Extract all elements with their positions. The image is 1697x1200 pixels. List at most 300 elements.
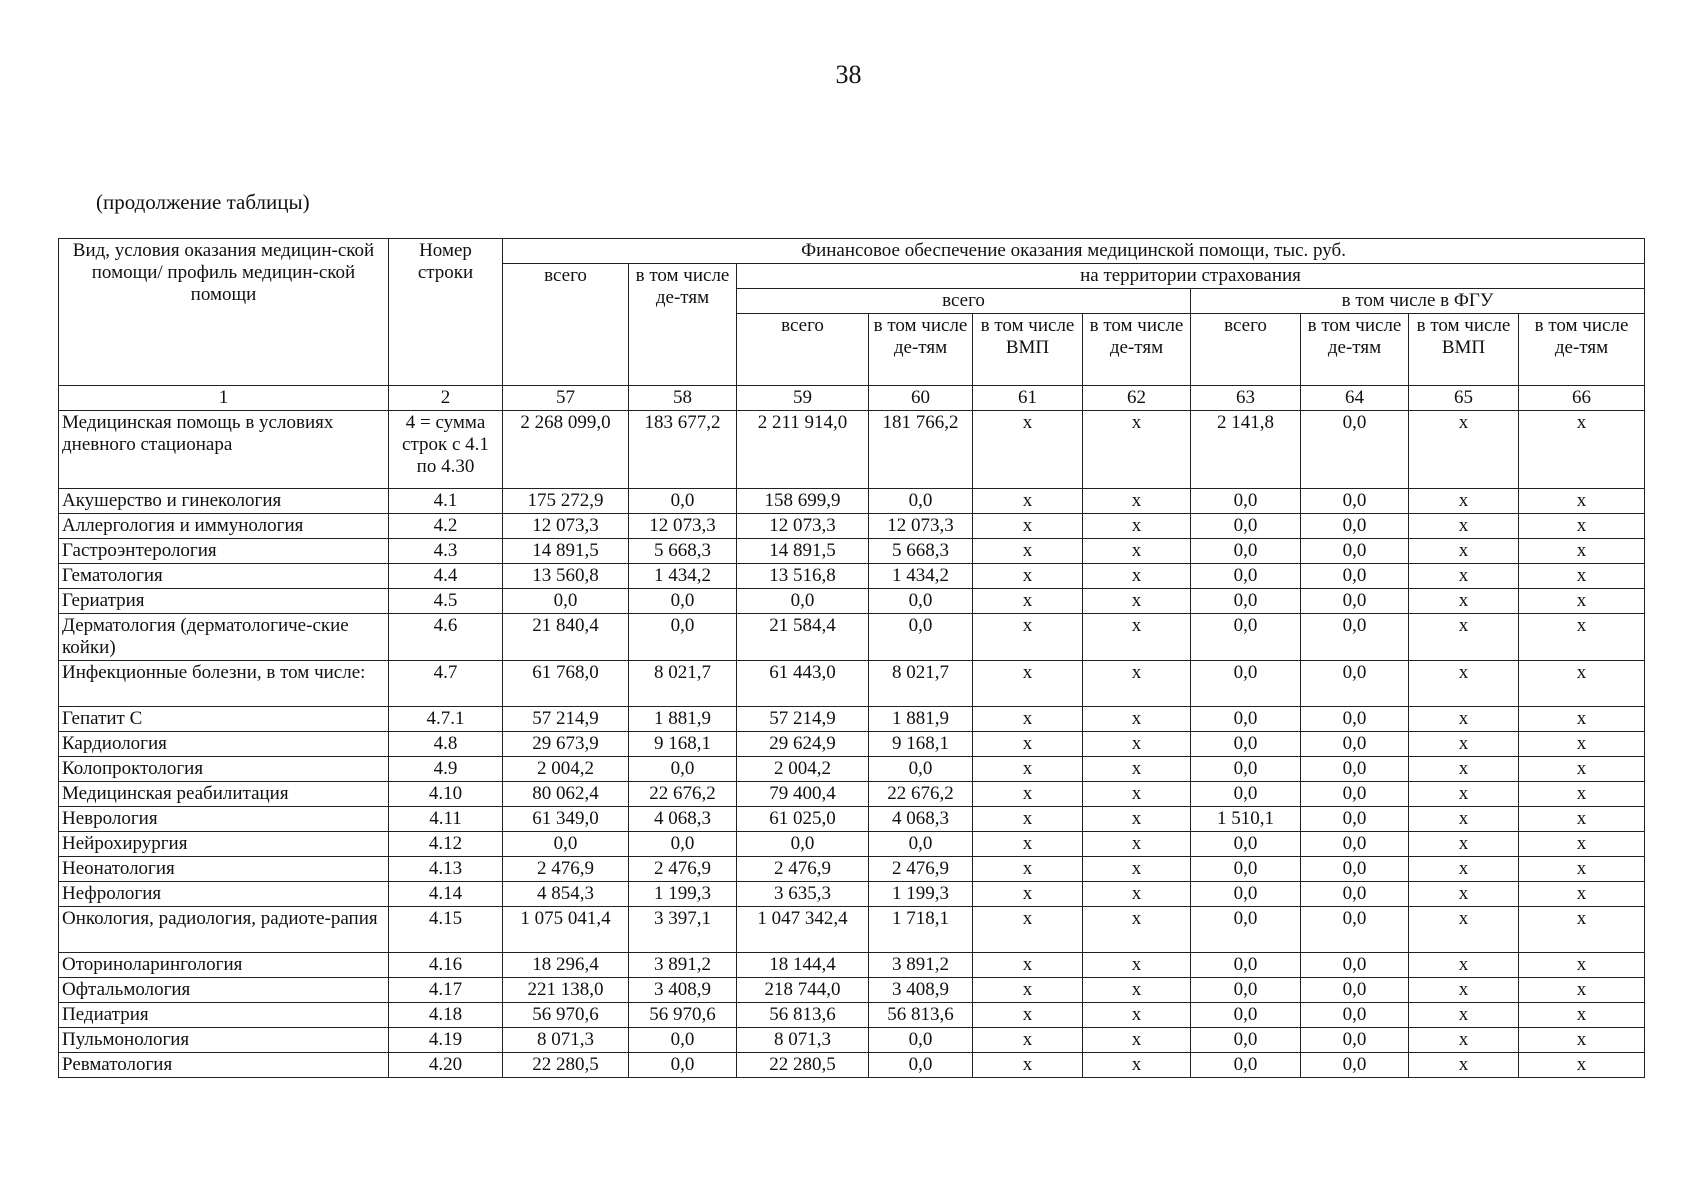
row-value: x [1519,661,1645,707]
row-value: x [1519,907,1645,953]
row-value: 0,0 [1191,882,1301,907]
row-value: 3 891,2 [869,953,973,978]
row-value: 29 624,9 [737,732,869,757]
row-value: 2 004,2 [737,757,869,782]
row-value: 1 881,9 [869,707,973,732]
row-value: 0,0 [1191,832,1301,857]
row-value: x [1519,707,1645,732]
row-value: 0,0 [1301,1028,1409,1053]
row-value: 0,0 [1191,489,1301,514]
row-value: x [1409,707,1519,732]
row-value: 61 443,0 [737,661,869,707]
row-value: 1 199,3 [869,882,973,907]
header-row-number: Номер строки [389,239,503,386]
row-name: Гепатит С [59,707,389,732]
row-value: x [973,953,1083,978]
row-value: 13 560,8 [503,564,629,589]
row-value: 0,0 [1301,782,1409,807]
row-value: x [1083,857,1191,882]
row-value: 0,0 [1301,539,1409,564]
row-value: x [1083,1003,1191,1028]
row-value: 0,0 [1301,411,1409,489]
row-value: 22 280,5 [737,1053,869,1078]
column-number: 57 [503,386,629,411]
row-value: 221 138,0 [503,978,629,1003]
row-value: x [1409,514,1519,539]
row-name: Кардиология [59,732,389,757]
table-row [59,1053,1645,1078]
table-row [59,882,1645,907]
row-value: 4 068,3 [629,807,737,832]
row-value: 8 071,3 [503,1028,629,1053]
row-value: 56 813,6 [737,1003,869,1028]
row-value: 1 510,1 [1191,807,1301,832]
column-number: 58 [629,386,737,411]
row-value: 0,0 [1301,514,1409,539]
row-value: 175 272,9 [503,489,629,514]
table-row [59,978,1645,1003]
row-value: 56 970,6 [629,1003,737,1028]
row-value: 0,0 [1191,707,1301,732]
row-value: 18 144,4 [737,953,869,978]
row-value: 2 476,9 [503,857,629,882]
row-value: x [1083,757,1191,782]
row-number: 4 = сумма строк с 4.1 по 4.30 [389,411,503,489]
row-value: 21 584,4 [737,614,869,661]
row-name: Гастроэнтерология [59,539,389,564]
column-number-row [59,386,1645,411]
row-value: 12 073,3 [869,514,973,539]
row-value: 1 075 041,4 [503,907,629,953]
row-value: x [1519,857,1645,882]
row-value: 0,0 [1301,907,1409,953]
table-body [59,411,1645,1078]
row-value: x [1519,539,1645,564]
table-row [59,1028,1645,1053]
row-value: x [1083,882,1191,907]
row-value: x [1083,614,1191,661]
row-value: 0,0 [1191,953,1301,978]
row-value: 12 073,3 [737,514,869,539]
row-value: x [973,707,1083,732]
row-value: x [1409,564,1519,589]
column-number: 66 [1519,386,1645,411]
row-value: 61 768,0 [503,661,629,707]
row-value: 0,0 [1191,978,1301,1003]
header-sub-children: в том числе де-тям [869,314,973,386]
row-value: 0,0 [1191,857,1301,882]
header-incl-children: в том числе де-тям [629,264,737,386]
table-row [59,1003,1645,1028]
row-value: 3 891,2 [629,953,737,978]
row-number: 4.4 [389,564,503,589]
row-value: 0,0 [1191,661,1301,707]
row-value: 0,0 [1191,514,1301,539]
row-name: Неонатология [59,857,389,882]
header-incl-fgu: в том числе в ФГУ [1191,289,1645,314]
row-value: x [1519,953,1645,978]
row-value: x [1409,782,1519,807]
table-row [59,907,1645,953]
row-value: 9 168,1 [869,732,973,757]
row-value: 0,0 [1301,857,1409,882]
row-value: 0,0 [1191,782,1301,807]
row-number: 4.11 [389,807,503,832]
row-value: 4 068,3 [869,807,973,832]
row-value: 0,0 [1301,661,1409,707]
table-row [59,857,1645,882]
row-value: x [1519,614,1645,661]
row-value: x [1519,1028,1645,1053]
row-name: Медицинская помощь в условиях дневного стационара [59,411,389,489]
row-number: 4.19 [389,1028,503,1053]
row-value: 5 668,3 [629,539,737,564]
row-value: 0,0 [1301,707,1409,732]
row-value: 1 199,3 [629,882,737,907]
column-number: 65 [1409,386,1519,411]
row-value: 14 891,5 [503,539,629,564]
row-value: 0,0 [503,589,629,614]
row-value: 0,0 [1301,832,1409,857]
row-value: 29 673,9 [503,732,629,757]
row-value: 2 141,8 [1191,411,1301,489]
row-value: x [1519,882,1645,907]
row-value: x [1409,807,1519,832]
row-number: 4.3 [389,539,503,564]
row-name: Акушерство и гинекология [59,489,389,514]
row-value: x [1409,832,1519,857]
row-value: 0,0 [1191,732,1301,757]
row-value: 0,0 [629,757,737,782]
row-value: x [1409,411,1519,489]
row-value: 0,0 [1301,953,1409,978]
table-row [59,757,1645,782]
row-value: x [1519,1003,1645,1028]
row-value: x [1409,1053,1519,1078]
row-value: 5 668,3 [869,539,973,564]
row-value: x [973,489,1083,514]
table-row [59,539,1645,564]
header-fgu-children: в том числе де-тям [1301,314,1409,386]
header-financing: Финансовое обеспечение оказания медицинской помощи, тыс. руб. [503,239,1645,264]
row-value: x [1083,661,1191,707]
row-value: 0,0 [1301,1003,1409,1028]
table-row [59,661,1645,707]
table-row [59,589,1645,614]
row-value: x [1083,514,1191,539]
row-value: 181 766,2 [869,411,973,489]
row-value: 1 047 342,4 [737,907,869,953]
row-value: 79 400,4 [737,782,869,807]
row-value: x [973,832,1083,857]
row-number: 4.10 [389,782,503,807]
row-value: 1 434,2 [869,564,973,589]
row-value: 1 434,2 [629,564,737,589]
row-value: 1 881,9 [629,707,737,732]
row-name: Ревматология [59,1053,389,1078]
row-value: 3 635,3 [737,882,869,907]
row-name: Педиатрия [59,1003,389,1028]
row-value: x [1409,953,1519,978]
row-number: 4.12 [389,832,503,857]
row-value: 18 296,4 [503,953,629,978]
row-value: x [973,411,1083,489]
row-value: 0,0 [1301,757,1409,782]
row-value: 2 004,2 [503,757,629,782]
row-value: x [1409,882,1519,907]
row-value: x [1409,614,1519,661]
row-value: 218 744,0 [737,978,869,1003]
row-value: x [973,1053,1083,1078]
row-value: x [973,564,1083,589]
row-value: x [973,907,1083,953]
row-value: x [1083,978,1191,1003]
row-value: 0,0 [737,832,869,857]
header-sub-vmp-children: в том числе де-тям [1083,314,1191,386]
row-name: Неврология [59,807,389,832]
row-value: x [1083,832,1191,857]
row-value: 14 891,5 [737,539,869,564]
financing-table [58,238,1645,1078]
row-number: 4.17 [389,978,503,1003]
row-value: 8 071,3 [737,1028,869,1053]
row-value: 1 718,1 [869,907,973,953]
row-value: x [1409,732,1519,757]
table-row [59,832,1645,857]
row-value: 183 677,2 [629,411,737,489]
row-number: 4.15 [389,907,503,953]
row-value: 0,0 [869,1028,973,1053]
row-value: 12 073,3 [503,514,629,539]
row-value: x [1083,1028,1191,1053]
row-value: x [1409,589,1519,614]
row-value: 9 168,1 [629,732,737,757]
table-row [59,953,1645,978]
row-value: x [1409,489,1519,514]
row-value: x [1083,732,1191,757]
row-value: x [1083,489,1191,514]
row-name: Пульмонология [59,1028,389,1053]
row-value: 0,0 [1191,589,1301,614]
table-row [59,732,1645,757]
row-value: 0,0 [629,489,737,514]
row-value: x [1519,757,1645,782]
row-value: x [973,661,1083,707]
row-value: 0,0 [629,832,737,857]
row-value: 158 699,9 [737,489,869,514]
row-value: 0,0 [1301,807,1409,832]
row-value: 80 062,4 [503,782,629,807]
row-value: x [973,757,1083,782]
row-value: x [1409,757,1519,782]
row-value: 0,0 [869,614,973,661]
row-value: 0,0 [869,489,973,514]
row-value: 0,0 [1301,1053,1409,1078]
header-type-of-care: Вид, условия оказания медицин-ской помощи/ профиль медицин-ской помощи [59,239,389,386]
row-name: Оториноларингология [59,953,389,978]
row-value: 22 676,2 [869,782,973,807]
row-value: 0,0 [1191,1053,1301,1078]
row-value: 21 840,4 [503,614,629,661]
row-number: 4.1 [389,489,503,514]
row-value: x [1083,782,1191,807]
row-value: x [1083,1053,1191,1078]
row-number: 4.7 [389,661,503,707]
row-value: x [973,978,1083,1003]
row-value: x [1409,857,1519,882]
column-number: 61 [973,386,1083,411]
column-number: 60 [869,386,973,411]
row-name: Аллергология и иммунология [59,514,389,539]
row-value: x [973,782,1083,807]
row-value: 0,0 [1301,614,1409,661]
row-value: x [973,882,1083,907]
row-value: 0,0 [737,589,869,614]
header-fgu-vmp: в том числе ВМП [1409,314,1519,386]
row-value: 0,0 [1301,564,1409,589]
row-value: 2 476,9 [869,857,973,882]
row-number: 4.20 [389,1053,503,1078]
column-number: 59 [737,386,869,411]
row-value: x [1409,661,1519,707]
row-value: 4 854,3 [503,882,629,907]
header-sub-vmp: в том числе ВМП [973,314,1083,386]
row-value: x [1519,978,1645,1003]
row-number: 4.14 [389,882,503,907]
row-number: 4.6 [389,614,503,661]
row-value: x [1519,411,1645,489]
row-value: x [1083,589,1191,614]
table-row [59,782,1645,807]
row-name: Нейрохирургия [59,832,389,857]
row-value: x [1519,589,1645,614]
row-value: 0,0 [1191,907,1301,953]
row-value: x [1083,953,1191,978]
row-value: x [1519,832,1645,857]
table-row [59,411,1645,489]
row-value: x [973,1003,1083,1028]
row-value: x [1083,564,1191,589]
row-value: 3 408,9 [629,978,737,1003]
row-value: x [1519,564,1645,589]
row-value: 0,0 [1191,539,1301,564]
row-value: 0,0 [629,1053,737,1078]
row-name: Дерматология (дерматологиче-ские койки) [59,614,389,661]
row-value: x [973,539,1083,564]
row-value: 57 214,9 [503,707,629,732]
row-value: 56 970,6 [503,1003,629,1028]
row-value: 8 021,7 [629,661,737,707]
row-value: 0,0 [1301,589,1409,614]
row-value: 0,0 [869,589,973,614]
row-value: 0,0 [1191,1003,1301,1028]
row-value: x [1409,539,1519,564]
row-value: x [1409,907,1519,953]
row-value: 0,0 [629,614,737,661]
row-value: x [1083,807,1191,832]
column-number: 64 [1301,386,1409,411]
row-value: 3 397,1 [629,907,737,953]
header-territory-total: всего [737,289,1191,314]
column-number: 62 [1083,386,1191,411]
table-row [59,614,1645,661]
row-name: Нефрология [59,882,389,907]
row-number: 4.9 [389,757,503,782]
row-name: Гематология [59,564,389,589]
page-number: 38 [835,60,862,89]
header-sub-total: всего [737,314,869,386]
column-number: 1 [59,386,389,411]
row-name: Гериатрия [59,589,389,614]
row-value: x [1519,807,1645,832]
row-value: x [1083,539,1191,564]
row-value: 0,0 [503,832,629,857]
row-name: Медицинская реабилитация [59,782,389,807]
row-value: 22 280,5 [503,1053,629,1078]
row-number: 4.5 [389,589,503,614]
row-value: x [1409,1003,1519,1028]
row-name: Офтальмология [59,978,389,1003]
row-value: 0,0 [1191,614,1301,661]
row-value: 61 349,0 [503,807,629,832]
row-value: x [973,614,1083,661]
row-value: 56 813,6 [869,1003,973,1028]
row-value: 0,0 [869,757,973,782]
row-value: 13 516,8 [737,564,869,589]
header-total: всего [503,264,629,386]
row-name: Онкология, радиология, радиоте-рапия [59,907,389,953]
row-value: 0,0 [869,832,973,857]
row-number: 4.2 [389,514,503,539]
row-value: 0,0 [1191,564,1301,589]
row-value: x [1519,1053,1645,1078]
row-value: 0,0 [1301,882,1409,907]
row-value: 0,0 [1191,757,1301,782]
row-value: 22 676,2 [629,782,737,807]
row-value: 57 214,9 [737,707,869,732]
row-value: 2 476,9 [737,857,869,882]
header-fgu-vmp-children: в том числе де-тям [1519,314,1645,386]
table-row [59,514,1645,539]
row-value: x [973,732,1083,757]
row-number: 4.8 [389,732,503,757]
row-value: x [973,807,1083,832]
row-value: 0,0 [1191,1028,1301,1053]
table-row [59,807,1645,832]
row-value: x [1083,411,1191,489]
row-value: x [1409,1028,1519,1053]
row-value: 8 021,7 [869,661,973,707]
row-value: x [973,514,1083,539]
row-value: 0,0 [1301,489,1409,514]
row-value: 12 073,3 [629,514,737,539]
row-value: x [1083,707,1191,732]
header-fgu-total: всего [1191,314,1301,386]
row-value: 0,0 [629,1028,737,1053]
table-row [59,707,1645,732]
row-value: x [1083,907,1191,953]
row-number: 4.16 [389,953,503,978]
row-number: 4.7.1 [389,707,503,732]
row-value: 61 025,0 [737,807,869,832]
row-value: x [1519,489,1645,514]
row-value: 0,0 [629,589,737,614]
row-value: 0,0 [1301,978,1409,1003]
column-number: 63 [1191,386,1301,411]
row-value: x [1519,732,1645,757]
row-value: x [1409,978,1519,1003]
row-value: x [973,857,1083,882]
